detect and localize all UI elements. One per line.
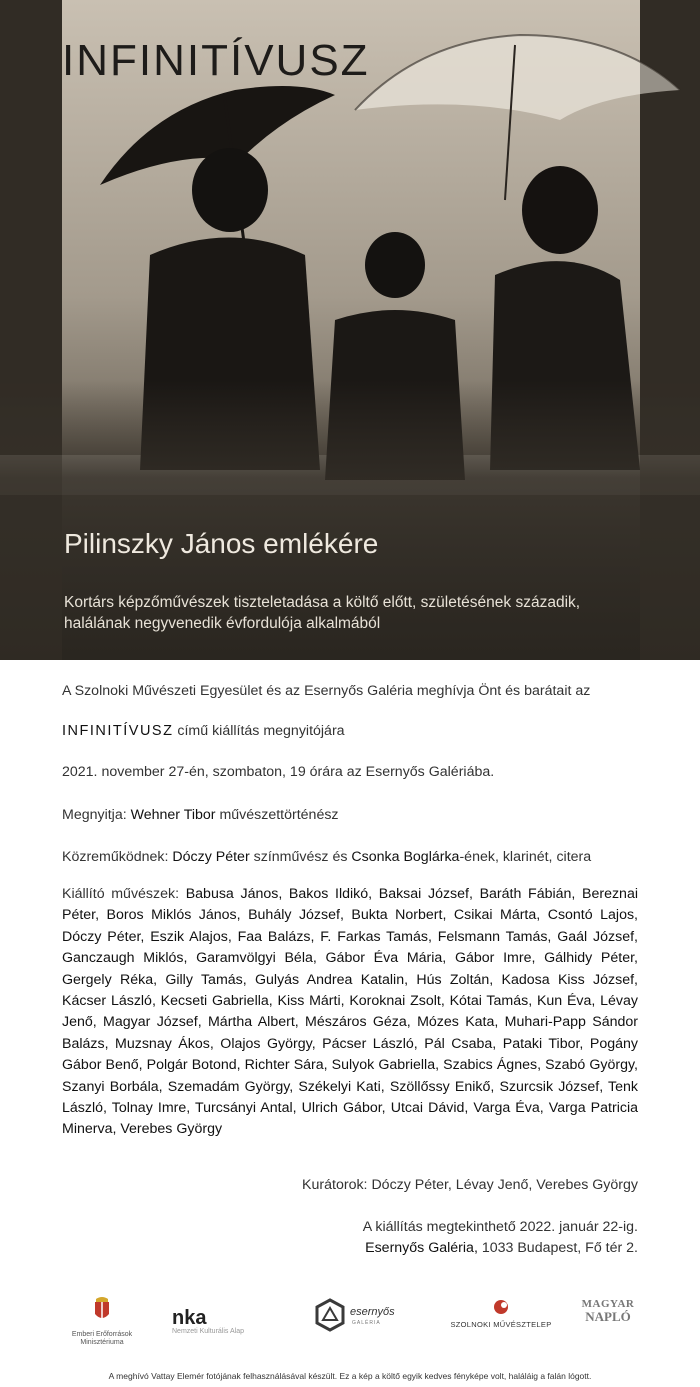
szolnok-label: SZOLNOKI MŰVÉSZTELEP xyxy=(450,1320,552,1329)
exhibition-line xyxy=(62,721,345,741)
swirl-icon xyxy=(446,1298,556,1316)
hero-photo xyxy=(0,0,700,660)
nka-mark: nka xyxy=(172,1307,207,1329)
visit-line: A kiállítás megtekinthető 2022. január 22-ig. xyxy=(362,1219,638,1235)
artists-names: Babusa János, Bakos Ildikó, Baksai József, Baráth Fábián, Bereznai Péter, Boros Miklós János, Buhály József, Bukta Norbert, Csikai Márta, Csontó Lajos, Dóczy Péter, Eszik Alajos, Faa Balázs, F. Farkas Tamás, Felsmann Tamás, Gaál József, Ganczaugh Miklós, Garamvölgyi Béla, Gábor Éva Mária, Gábor Imre, Gálhidy Péter, Gergely Réka, Gilly Tamás, Gulyás Andrea Katalin, Hús Zoltán, Kadosa Kiss József, Kácser László, Kecseti Gabriella, Kiss Márti, Koroknai Zsolt, Kótai Tamás, Kun Éva, Lévay Jenő, Magyar József, Mártha Albert, Mészáros Géza, Mózes Kata, Muhari-Papp Sándor Balázs, Muzsnay Ákos, Olajos György, Pácser László, Pál Csaba, Pataki Tibor, Pogány Gábor Benő, Polgár Botond, Richter Sára, Sulyok Gabriella, Szabics Ágnes, Szabó György, Szanyi Borbála, Szemadám György, Székelyi Kati, Szöllőssy Enikő, Szurcsik József, Tenk László, Tolnay Imre, Turcsányi Antal, Ulrich Gábor, Utcai Dávid, Varga Éva, Varga Patricia Minerva, Verebes György xyxy=(62,886,638,1138)
hexagon-icon xyxy=(314,1298,346,1332)
exhibition-subtitle: Pilinszky János emlékére xyxy=(64,528,379,559)
esernyos-sub: GALÉRIA xyxy=(352,1320,381,1326)
artists-list xyxy=(62,884,638,1141)
curators-line: Kurátorok: Dóczy Péter, Lévay Jenő, Verebes György xyxy=(302,1177,638,1193)
sponsor-logos xyxy=(0,1290,700,1350)
photo-credit-footer: A meghívó Vattay Elemér fotójának felhasználásával készült. Ez a kép a költő egyik kedves fényképe volt, haláláig a falán lógott. xyxy=(108,1371,592,1381)
emmi-label: Emberi Erőforrások Minisztériuma xyxy=(71,1331,133,1346)
exhibition-title: INFINITÍVUSZ xyxy=(62,36,370,85)
esernyos-name: esernyős xyxy=(350,1306,395,1318)
invitation-intro: A Szolnoki Művészeti Egyesület és az Esernyős Galéria meghívja Önt és barátait az xyxy=(62,683,591,699)
hungarian-coat-of-arms-icon xyxy=(62,1296,142,1326)
szolnok-logo xyxy=(446,1298,556,1329)
magyar-naplo-logo xyxy=(578,1298,638,1324)
artists-label: Kiállító művészek: xyxy=(62,886,186,902)
magyar-naplo-line2: NAPLÓ xyxy=(585,1309,631,1324)
opener-name: Wehner Tibor xyxy=(130,807,216,823)
performer1-name: Dóczy Péter xyxy=(172,849,250,865)
venue-address: 1033 Budapest, Fő tér 2. xyxy=(477,1240,638,1256)
performer2-name: Csonka Boglárka xyxy=(351,849,460,865)
venue-line xyxy=(363,1238,638,1259)
magyar-naplo-line1: MAGYAR xyxy=(581,1298,635,1310)
performer1-role: színművész és xyxy=(249,849,352,865)
venue-name: Esernyős Galéria, xyxy=(365,1240,478,1256)
exhibition-name: INFINITÍVUSZ xyxy=(62,723,174,739)
opener-line xyxy=(62,805,339,825)
emmi-logo xyxy=(62,1296,142,1347)
date-line: 2021. november 27-én, szombaton, 19 órára az Esernyős Galériába. xyxy=(62,764,495,780)
opener-role: művészettörténész xyxy=(215,807,339,823)
performers-label: Közreműködnek: xyxy=(62,849,173,865)
hero-banner xyxy=(0,0,700,660)
nka-logo xyxy=(172,1308,272,1336)
exhibition-suffix: című kiállítás megnyitójára xyxy=(173,723,345,739)
performers-line xyxy=(62,847,591,867)
opener-label: Megnyitja: xyxy=(62,807,131,823)
performer2-role: -ének, klarinét, citera xyxy=(459,849,592,865)
description-line: halálának negyvenedik évfordulója alkalmából xyxy=(64,615,381,632)
description-line: Kortárs képzőművészek tiszteletadása a költő előtt, születésének századik, xyxy=(64,594,581,611)
nka-label: Nemzeti Kulturális Alap xyxy=(172,1328,244,1335)
exhibition-description xyxy=(64,592,664,634)
visit-info xyxy=(363,1217,638,1259)
